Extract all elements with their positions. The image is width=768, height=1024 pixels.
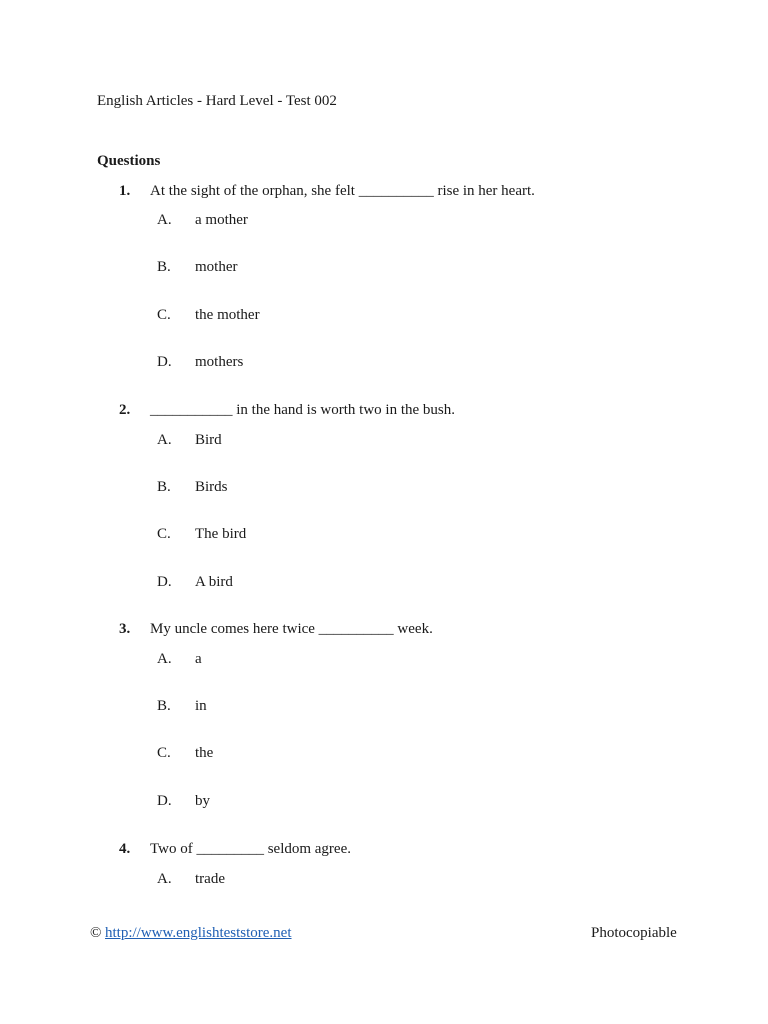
option-letter: B. [157, 698, 171, 714]
option-letter: D. [157, 793, 172, 809]
option-letter: A. [157, 432, 172, 448]
option-text: mothers [195, 354, 244, 370]
question-number: 3. [119, 621, 131, 637]
option-letter: B. [157, 479, 171, 495]
photocopiable-label: Photocopiable [591, 925, 677, 941]
option-letter: A. [157, 212, 172, 228]
document-title: English Articles - Hard Level - Test 002 [97, 93, 337, 109]
option-text: in [195, 698, 207, 714]
question-number: 2. [119, 402, 131, 418]
option-letter: A. [157, 871, 172, 887]
option-letter: D. [157, 574, 172, 590]
question-text: At the sight of the orphan, she felt __________ rise in her heart. [150, 183, 535, 199]
option-text: by [195, 793, 210, 809]
option-letter: D. [157, 354, 172, 370]
option-text: the mother [195, 307, 260, 323]
option-text: Birds [195, 479, 228, 495]
option-text: A bird [195, 574, 233, 590]
option-text: the [195, 745, 214, 761]
option-letter: A. [157, 651, 172, 667]
option-letter: B. [157, 259, 171, 275]
question-text: Two of _________ seldom agree. [150, 841, 351, 857]
question-text: ___________ in the hand is worth two in the bush. [150, 402, 455, 418]
option-text: trade [195, 871, 225, 887]
option-text: a mother [195, 212, 248, 228]
option-text: a [195, 651, 202, 667]
copyright-icon: © [90, 925, 102, 941]
website-link[interactable]: http://www.englishteststore.net [105, 925, 292, 941]
option-text: mother [195, 259, 238, 275]
option-letter: C. [157, 745, 171, 761]
option-letter: C. [157, 526, 171, 542]
option-letter: C. [157, 307, 171, 323]
question-text: My uncle comes here twice __________ week. [150, 621, 433, 637]
question-number: 4. [119, 841, 131, 857]
questions-heading: Questions [97, 153, 161, 169]
option-text: Bird [195, 432, 222, 448]
option-text: The bird [195, 526, 247, 542]
question-number: 1. [119, 183, 131, 199]
